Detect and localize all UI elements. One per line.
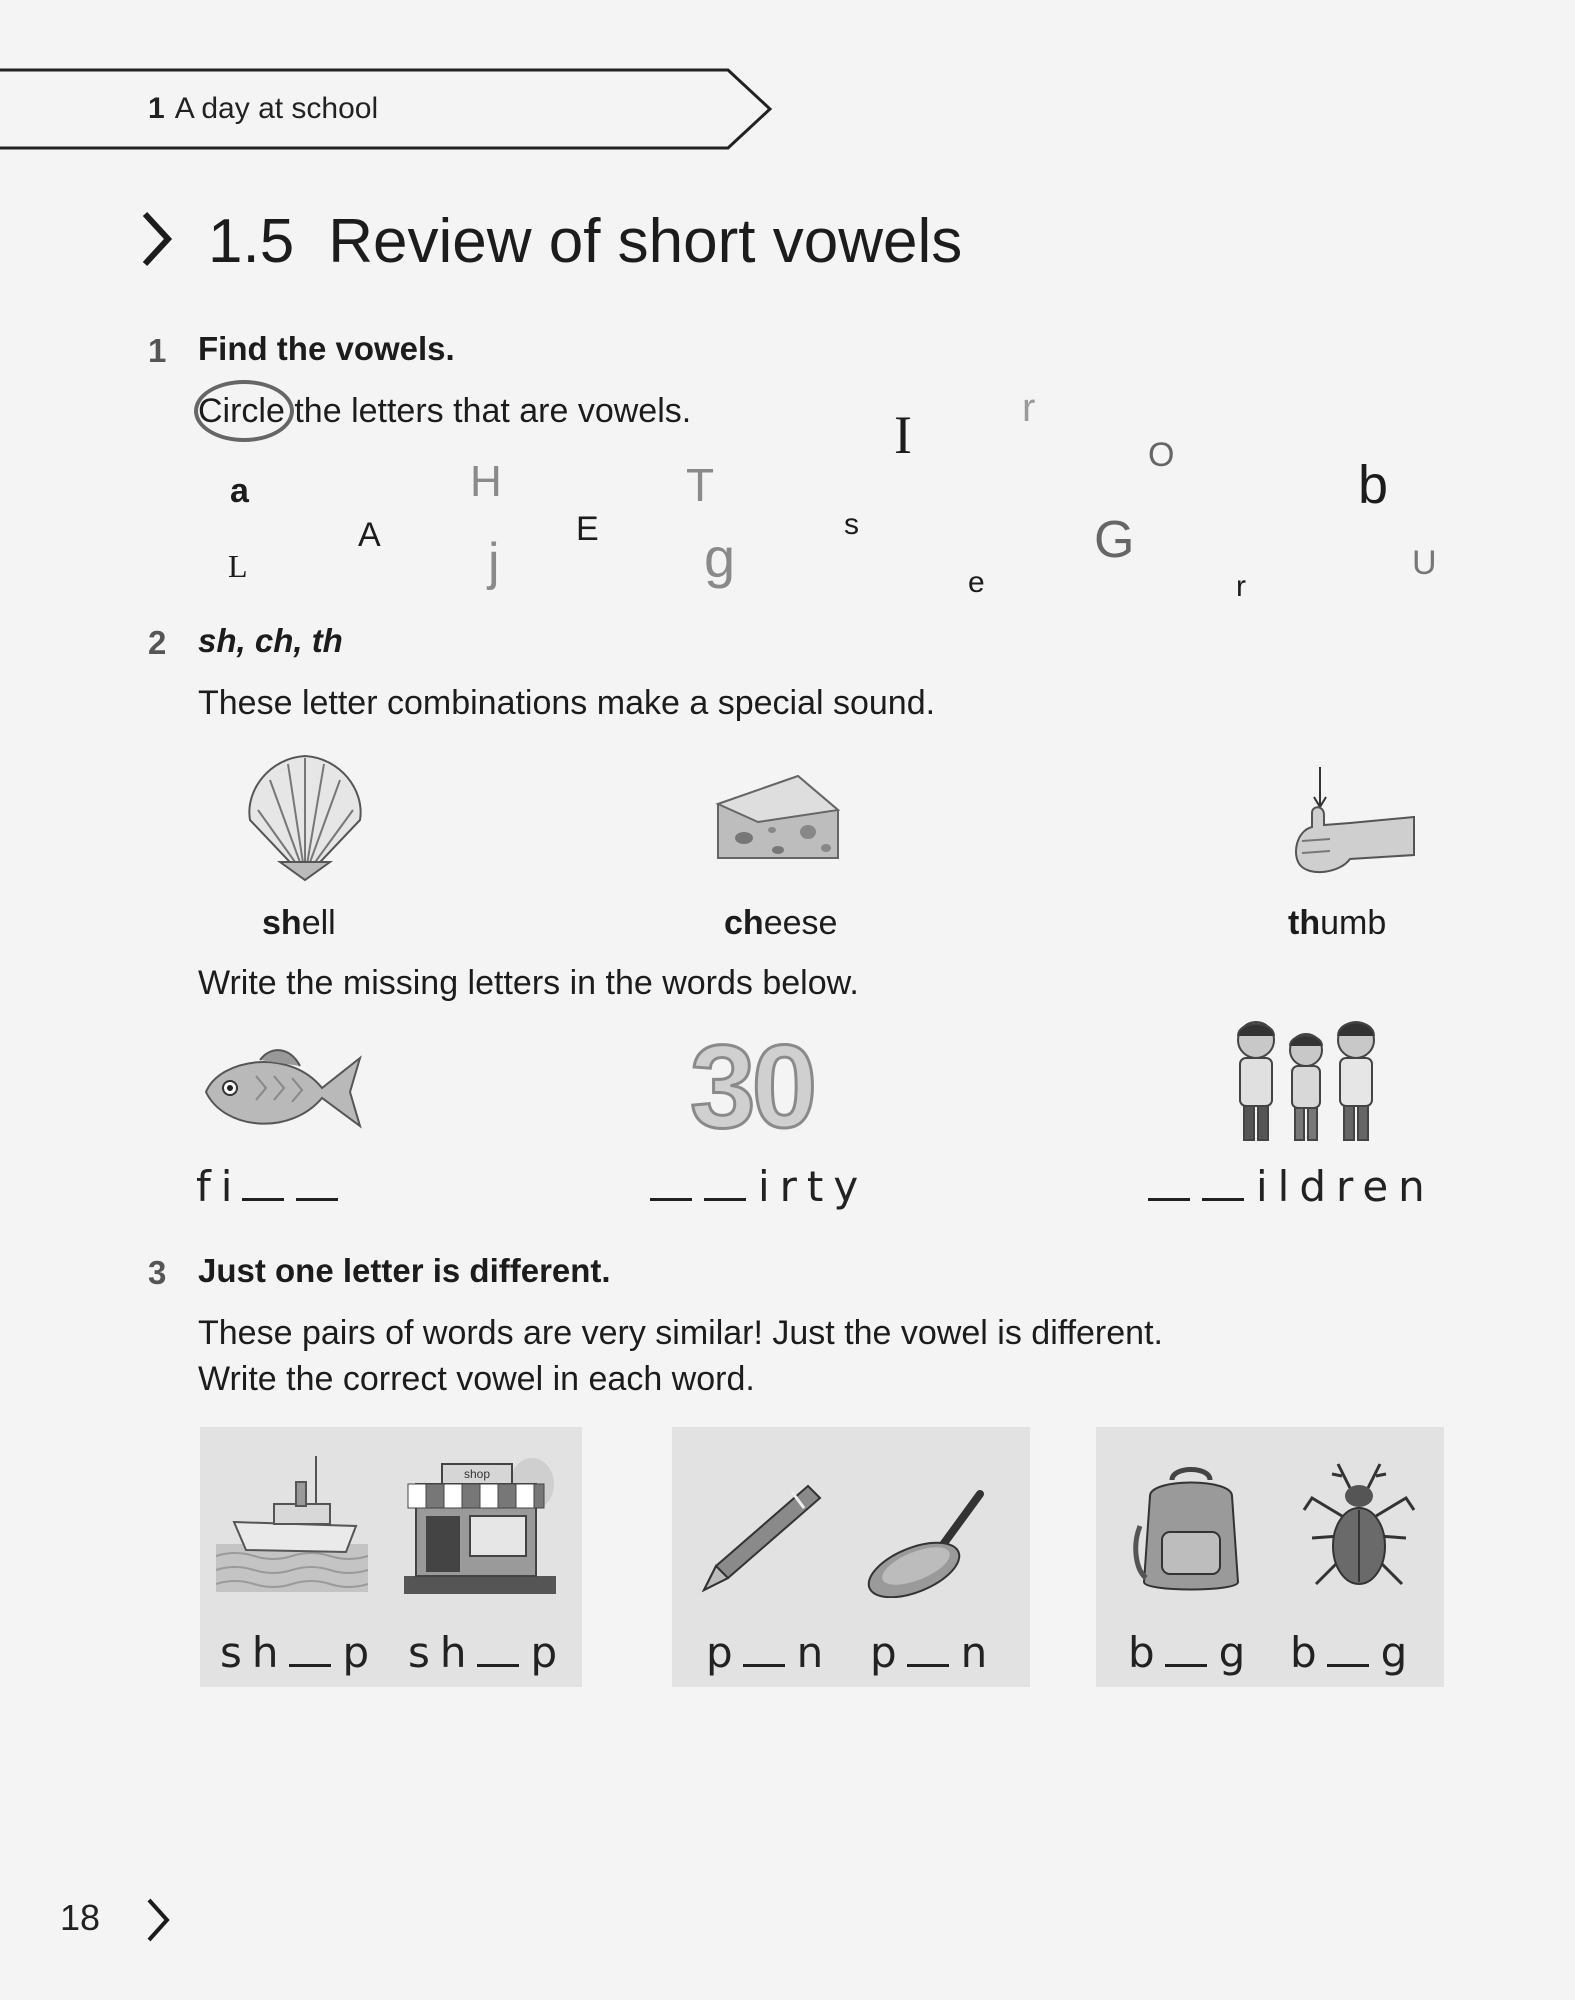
letter-H[interactable]: H <box>470 457 502 506</box>
letter-L[interactable]: L <box>228 548 248 584</box>
q1-heading: Find the vowels. <box>198 330 455 367</box>
blank[interactable] <box>477 1664 519 1667</box>
blank[interactable] <box>704 1198 746 1201</box>
bug-picture <box>1302 1458 1416 1596</box>
blank[interactable] <box>1327 1664 1369 1667</box>
word-pen: p n <box>706 1628 834 1677</box>
letter-a[interactable]: a <box>230 472 249 510</box>
unit-title: A day at school <box>174 92 379 125</box>
blank[interactable] <box>907 1664 949 1667</box>
chevron-right-icon <box>140 210 174 268</box>
blank[interactable] <box>743 1664 785 1667</box>
letter-I[interactable]: I <box>894 405 912 465</box>
letter-r-bottom[interactable]: r <box>1236 570 1246 603</box>
q1-instruction <box>198 392 691 431</box>
section-number: 1.5 <box>208 207 295 276</box>
word-ship: sh p <box>220 1628 380 1677</box>
word-bug: b g <box>1290 1628 1418 1677</box>
q3-heading: Just one letter is different. <box>198 1252 611 1289</box>
letter-g[interactable]: g <box>704 526 736 589</box>
word-fish: fi <box>196 1162 350 1211</box>
page-number: 18 <box>60 1897 101 1938</box>
thumb-picture <box>1290 765 1420 885</box>
q2-number: 2 <box>148 624 167 661</box>
letter-A[interactable]: A <box>358 516 381 554</box>
ship-picture <box>216 1452 368 1594</box>
blank[interactable] <box>1202 1198 1244 1201</box>
circle-word: Circle <box>198 392 285 430</box>
unit-label <box>148 92 378 126</box>
q2-intro: These letter combinations make a special sound. <box>198 684 936 722</box>
q2-heading: sh, ch, th <box>198 622 343 659</box>
word-thirty: irty <box>650 1162 868 1211</box>
q2-instruction: Write the missing letters in the words below. <box>198 964 859 1002</box>
section-title <box>208 206 962 277</box>
letter-b[interactable]: b <box>1358 455 1389 515</box>
blank[interactable] <box>650 1198 692 1201</box>
word-pan: p n <box>870 1628 998 1677</box>
example-cheese: cheese <box>724 904 838 942</box>
word-children: ildren <box>1148 1162 1435 1211</box>
letter-e[interactable]: e <box>968 566 985 599</box>
shell-picture <box>240 750 370 884</box>
pan-picture <box>864 1488 986 1598</box>
blank[interactable] <box>1148 1198 1190 1201</box>
fish-picture <box>200 1040 364 1140</box>
q1-instruction-rest: the letters that are vowels. <box>294 392 692 430</box>
blank[interactable] <box>242 1198 284 1201</box>
example-thumb: thumb <box>1288 904 1387 942</box>
letter-G[interactable]: G <box>1094 511 1135 569</box>
blank[interactable] <box>289 1664 331 1667</box>
letter-T[interactable]: T <box>686 459 715 511</box>
next-page-chevron-icon[interactable] <box>144 1896 172 1944</box>
letter-r-top[interactable]: r <box>1022 386 1036 430</box>
bag-picture <box>1132 1466 1252 1596</box>
shop-picture <box>404 1450 556 1594</box>
pen-picture <box>700 1478 824 1594</box>
blank[interactable] <box>1165 1664 1207 1667</box>
letter-s[interactable]: s <box>844 508 859 541</box>
q3-number: 3 <box>148 1254 167 1291</box>
q3-line2: Write the correct vowel in each word. <box>198 1360 755 1398</box>
shop-sign-text: shop <box>463 1467 491 1481</box>
letter-U[interactable]: U <box>1412 544 1437 582</box>
word-bag: b g <box>1128 1628 1256 1677</box>
unit-number: 1 <box>148 92 165 125</box>
letter-j[interactable]: j <box>488 533 500 591</box>
cheese-picture <box>714 770 842 866</box>
example-shell: shell <box>262 904 336 942</box>
q1-number: 1 <box>148 332 167 369</box>
letter-E[interactable]: E <box>576 510 599 548</box>
children-picture <box>1228 1016 1388 1150</box>
section-title-text: Review of short vowels <box>328 207 963 276</box>
word-shop: sh p <box>408 1628 568 1677</box>
unit-tab <box>0 68 775 150</box>
q3-line1: These pairs of words are very similar! Just the vowel is different. <box>198 1314 1163 1352</box>
number-thirty-picture: 30 <box>690 1021 814 1153</box>
blank[interactable] <box>296 1198 338 1201</box>
letter-O[interactable]: O <box>1148 436 1175 474</box>
